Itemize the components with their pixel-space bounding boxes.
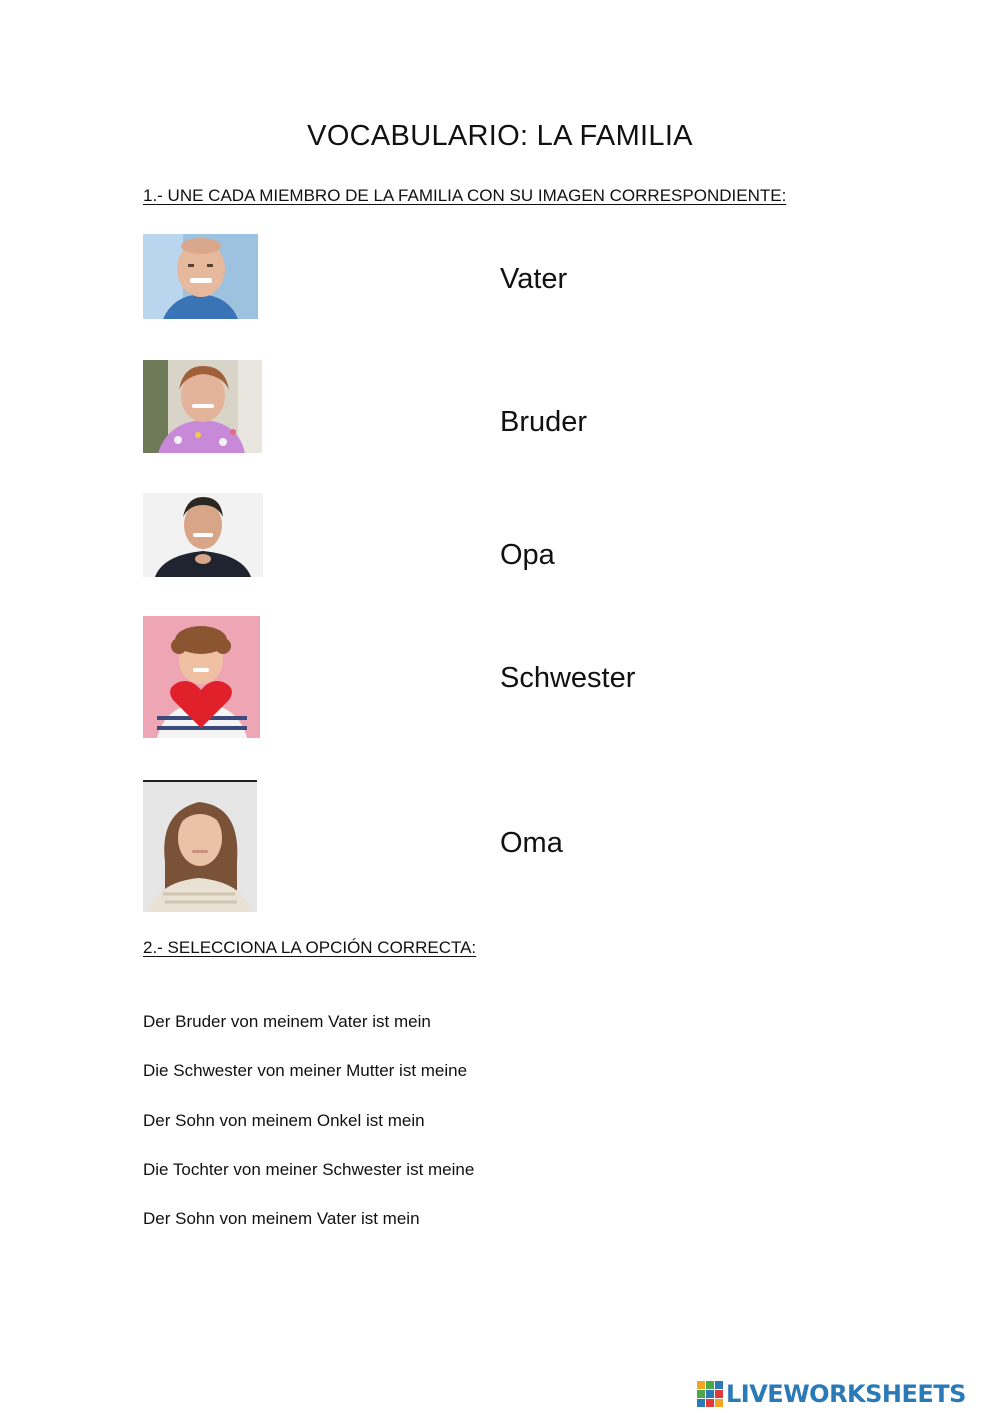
- brand-name: LIVEWORKSHEETS: [726, 1380, 966, 1408]
- page-title: VOCABULARIO: LA FAMILIA: [307, 120, 693, 152]
- photo-grandfather: [143, 234, 258, 319]
- sentence-item: Der Sohn von meinem Vater ist mein: [143, 1209, 420, 1228]
- section-1-heading: 1.- UNE CADA MIEMBRO DE LA FAMILIA CON SU IMAGEN CORRESPONDIENTE:: [143, 186, 787, 205]
- liveworksheets-logo: [697, 1378, 966, 1410]
- photo-grandmother: [143, 360, 262, 453]
- section-2-heading: 2.- SELECCIONA LA OPCIÓN CORRECTA:: [143, 938, 477, 957]
- sentence-item: Die Tochter von meiner Schwester ist meine: [143, 1160, 475, 1179]
- word-item[interactable]: Schwester: [500, 662, 636, 694]
- sentence-item: Der Sohn von meinem Onkel ist mein: [143, 1111, 425, 1130]
- photo-brother: [143, 616, 260, 738]
- word-item[interactable]: Opa: [500, 539, 555, 571]
- word-item[interactable]: Vater: [500, 263, 568, 295]
- word-item[interactable]: Bruder: [500, 406, 588, 438]
- photo-sister: [143, 780, 257, 912]
- blocks-icon: [697, 1381, 723, 1407]
- sentence-item: Die Schwester von meiner Mutter ist meine: [143, 1061, 468, 1080]
- photo-father: [143, 493, 263, 577]
- sentence-item: Der Bruder von meinem Vater ist mein: [143, 1012, 431, 1031]
- word-item[interactable]: Oma: [500, 827, 563, 859]
